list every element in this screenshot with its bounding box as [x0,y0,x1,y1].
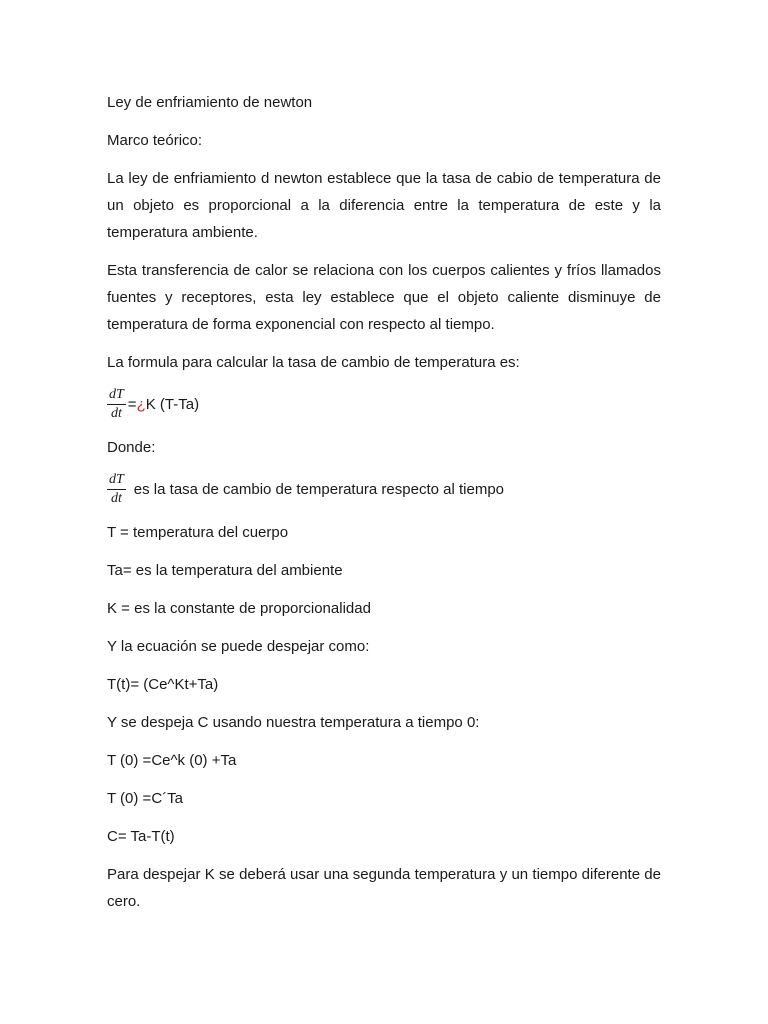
definition-T: T = temperatura del cuerpo [107,524,289,541]
equation-intro: Y la ecuación se puede despejar como: [107,638,370,655]
formula-intro: La formula para calcular la tasa de cambio de temperatura es: [107,354,520,371]
paragraph-final: Para despejar K se deberá usar una segunda temperatura y un tiempo diferente de cero. [107,866,661,910]
c-intro: Y se despeja C usando nuestra temperatura a tiempo 0: [107,714,480,731]
equation-t0-simplified: T (0) =C´Ta [107,790,183,807]
definition-derivative [107,472,661,507]
formula [107,387,661,422]
fraction-denominator: dt [110,406,122,421]
fraction-denominator: dt [110,491,122,506]
formula-equals: = [127,395,137,413]
section-heading: Marco teórico: [107,132,203,149]
formula-rhs: K (T-Ta) [145,395,200,413]
definition-K: K = es la constante de proporcionalidad [107,600,371,617]
equation-t0: T (0) =Ce^k (0) +Ta [107,752,237,769]
equation-solution: T(t)= (Ce^Kt+Ta) [107,676,219,693]
paragraph-heat-transfer: Esta transferencia de calor se relaciona con los cuerpos calientes y fríos llamados fuentes y receptores, esta ley establece que el objeto caliente disminuye de temperatura de forma exponencial con respecto al tiempo. [107,262,661,333]
fraction-numerator: dT [107,472,126,490]
derivative-fraction [107,387,126,422]
document-body [107,89,661,926]
definition-derivative-text: es la tasa de cambio de temperatura respecto al tiempo [133,480,504,498]
donde-label: Donde: [107,439,156,456]
paragraph-definition: La ley de enfriamiento d newton establece que la tasa de cabio de temperatura de un objeto es proporcional a la diferencia entre la temperatura de este y la temperatura ambiente. [107,170,661,241]
definition-Ta: Ta= es la temperatura del ambiente [107,562,343,579]
formula-placeholder: ¿ [136,395,146,413]
fraction-numerator: dT [107,387,126,405]
derivative-fraction [107,472,126,507]
document-title: Ley de enfriamiento de newton [107,94,313,111]
equation-c: C= Ta-T(t) [107,828,175,845]
